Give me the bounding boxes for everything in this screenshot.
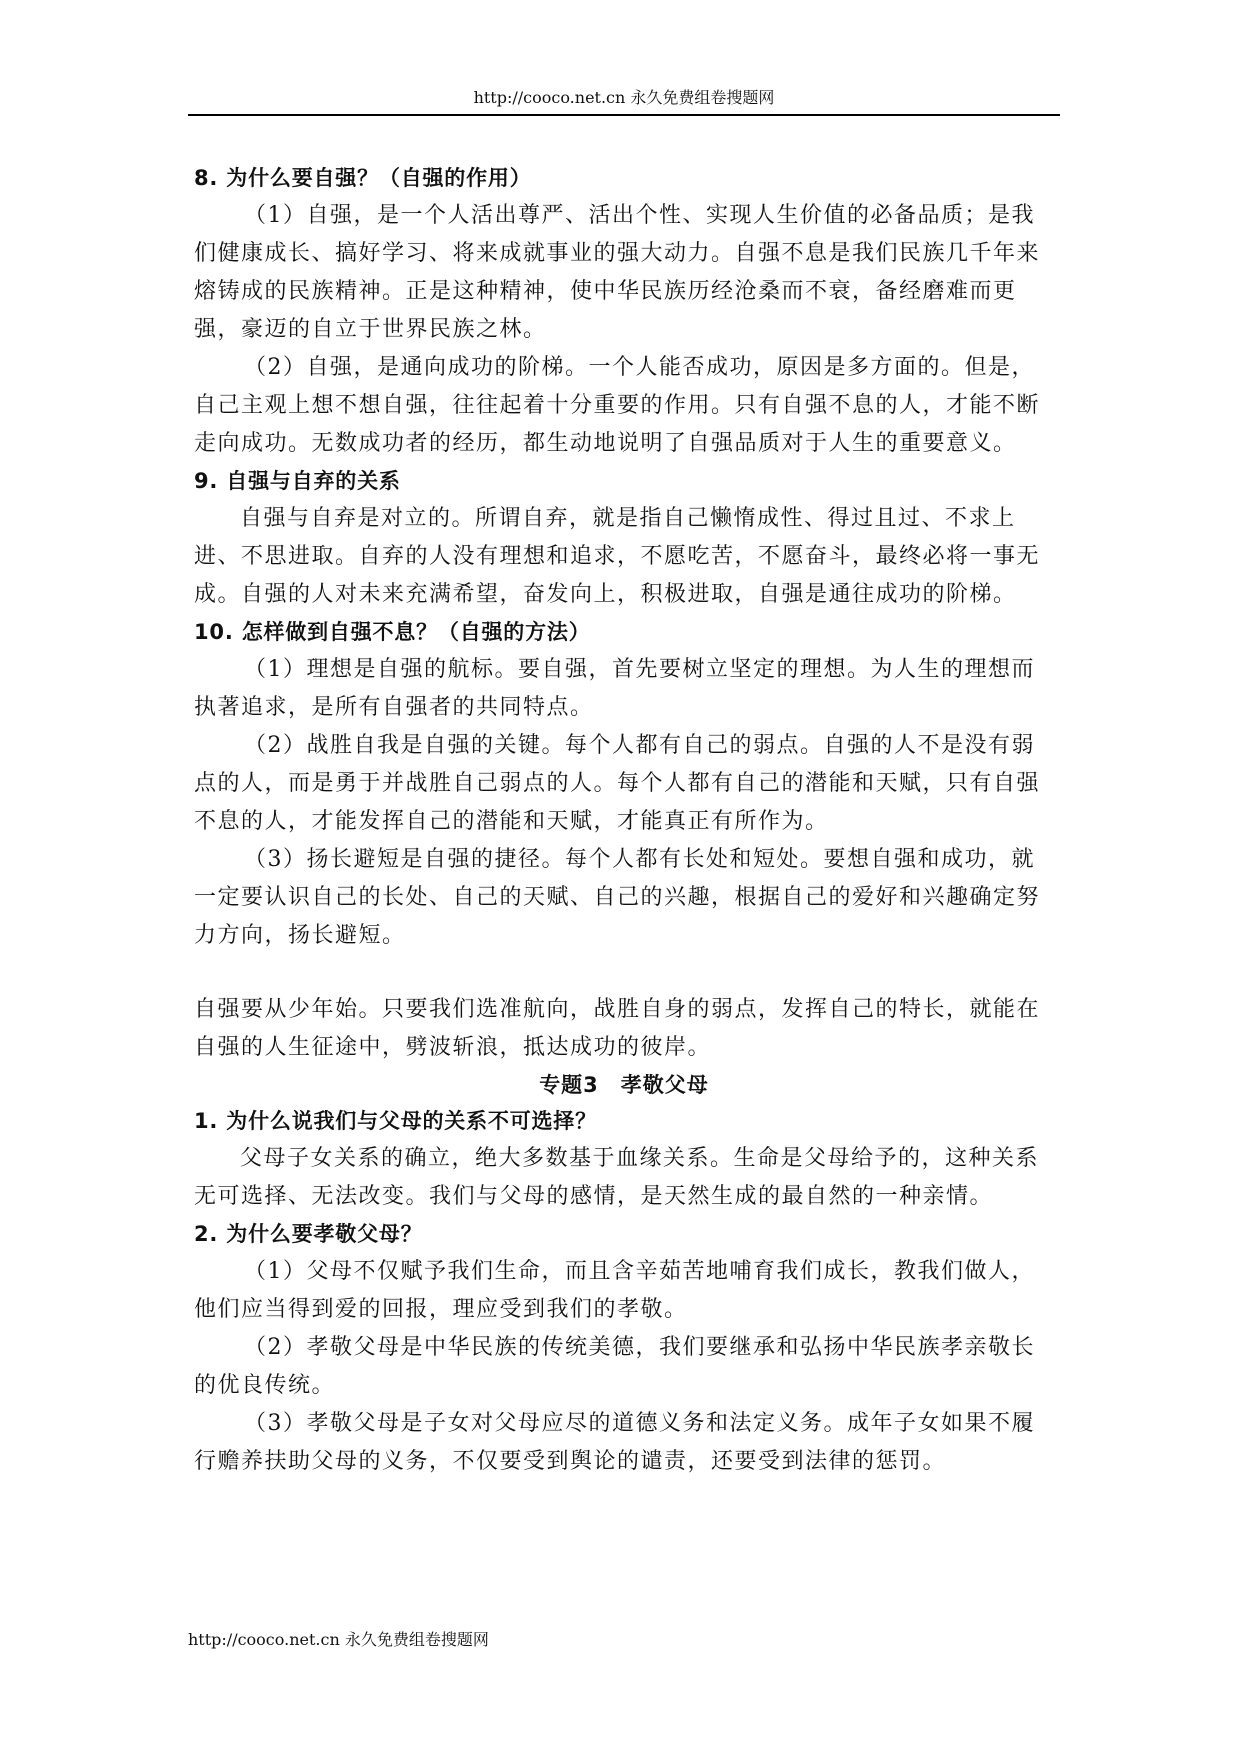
section-8-heading: 8. 为什么要自强？（自强的作用） <box>194 166 532 190</box>
page-header: http://cooco.net.cn 永久免费组卷搜题网 <box>473 88 775 107</box>
section-9-paragraph-1: 自强与自弃是对立的。所谓自弃，就是指自己懒惰成性、得过且过、不求上进、不思进取。自弃的人没有理想和追求，不愿吃苦，不愿奋斗，最终必将一事无成。自强的人对未来充满希望，奋发向上，积极进取，自强是通往成功的阶梯。 <box>194 506 1041 607</box>
topic-3-title: 专题3 孝敬父母 <box>539 1073 709 1097</box>
paragraph-gap <box>194 955 1054 991</box>
topic-3-question-1-paragraph: 父母子女关系的确立，绝大多数基于血缘关系。生命是父母给予的，这种关系无可选择、无法改变。我们与父母的感情，是天然生成的最自然的一种亲情。 <box>194 1146 1040 1209</box>
section-8-paragraph-1: （1）自强，是一个人活出尊严、活出个性、实现人生价值的必备品质；是我们健康成长、搞好学习、将来成就事业的强大动力。自强不息是我们民族几千年来熔铸成的民族精神。正是这种精神，使中华民族历经沧桑而不衰，备经磨难而更强，豪迈的自立于世界民族之林。 <box>194 203 1041 342</box>
topic-3-question-1-heading: 1. 为什么说我们与父母的关系不可选择？ <box>194 1109 597 1133</box>
section-10-paragraph-3: （3）扬长避短是自强的捷径。每个人都有长处和短处。要想自强和成功，就一定要认识自己的长处、自己的天赋、自己的兴趣，根据自己的爱好和兴趣确定努力方向，扬长避短。 <box>194 847 1041 948</box>
document-body <box>194 160 1054 1481</box>
topic-3-question-2-heading: 2. 为什么要孝敬父母？ <box>194 1222 423 1246</box>
topic-3-question-2-paragraph-3: （3）孝敬父母是子女对父母应尽的道德义务和法定义务。成年子女如果不履行赡养扶助父母的义务，不仅要受到舆论的谴责，还要受到法律的惩罚。 <box>194 1411 1035 1474</box>
header-divider <box>188 114 1060 116</box>
section-8-paragraph-2: （2）自强，是通向成功的阶梯。一个人能否成功，原因是多方面的。但是，自己主观上想不想自强，往往起着十分重要的作用。只有自强不息的人，才能不断走向成功。无数成功者的经历，都生动地说明了自强品质对于人生的重要意义。 <box>194 355 1041 456</box>
section-10-paragraph-1: （1）理想是自强的航标。要自强，首先要树立坚定的理想。为人生的理想而执著追求，是所有自强者的共同特点。 <box>194 657 1035 720</box>
section-9-heading: 9. 自强与自弃的关系 <box>194 469 401 493</box>
section-10-paragraph-2: （2）战胜自我是自强的关键。每个人都有自己的弱点。自强的人不是没有弱点的人，而是勇于并战胜自己弱点的人。每个人都有自己的潜能和天赋，只有自强不息的人，才能发挥自己的潜能和天赋，才能真正有所作为。 <box>194 733 1041 834</box>
closing-paragraph: 自强要从少年始。只要我们选准航向，战胜自身的弱点，发挥自己的特长，就能在自强的人生征途中，劈波斩浪，抵达成功的彼岸。 <box>194 997 1041 1060</box>
topic-3-question-2-paragraph-2: （2）孝敬父母是中华民族的传统美德，我们要继承和弘扬中华民族孝亲敬长的优良传统。 <box>194 1335 1035 1398</box>
topic-3-question-2-paragraph-1: （1）父母不仅赋予我们生命，而且含辛茹苦地哺育我们成长，教我们做人，他们应当得到爱的回报，理应受到我们的孝敬。 <box>194 1259 1035 1322</box>
page-footer: http://cooco.net.cn 永久免费组卷搜题网 <box>188 1630 489 1649</box>
section-10-heading: 10. 怎样做到自强不息？（自强的方法） <box>194 620 591 644</box>
